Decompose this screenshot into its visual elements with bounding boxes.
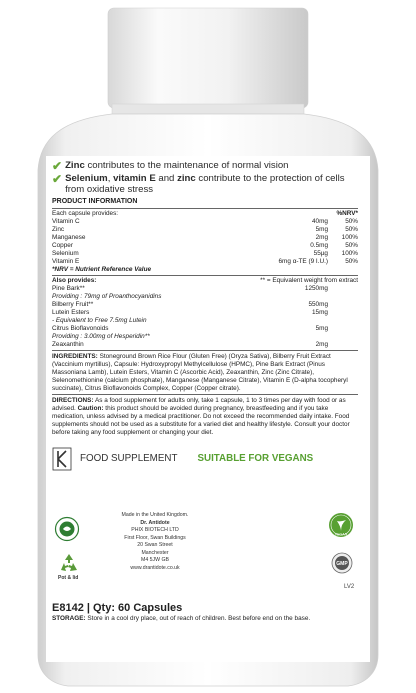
nutrient-row [52,242,358,250]
extra-note: Providing : 79mg of Proanthocyanidins [52,292,162,300]
extra-note: Providing : 3.00mg of Hesperidin** [52,332,150,340]
directions: DIRECTIONS: As a food supplement for adults only, take 1 capsule, 1 to 3 times per day with food or as advised. Caution: this product should be avoided during pregnancy, breastfeeding and if you take medication, unless advised by a medical practitioner. Do not exceed the recommended daily intake. Food supplements should not be used as a substitute for a varied diet and healthy lifestyle. Consult your doctor before taking any food supplement or changing your diet. [52,396,350,436]
nutrient-row [52,218,358,226]
nutrient-row [52,226,358,234]
manufacturer-address: Made in the United Kingdom. Dr. Antidote PHIX BIOTECH LTD First Floor, Swan Buildings 20 Swan Street Manchester M4 5JW GB www.drantidote.co.uk [121,512,189,571]
product-info-title: PRODUCT INFORMATION [52,198,138,206]
extra-amount: 550mg [308,300,328,308]
bottle-cap [108,8,308,108]
extra-amount: 15mg [312,308,328,316]
nutrient-name: Vitamin C [52,217,80,225]
pot-lid-label: Pot & lid [58,575,79,581]
extra-name: Zeaxanthin [52,340,84,348]
extra-name: Lutein Esters [52,308,90,316]
brand-logo-icon [52,447,72,471]
check-icon: ✔ [52,159,63,173]
nutrient-nrv: 50% [345,241,358,249]
extra-row [52,325,358,333]
nutrient-row [52,250,358,258]
svg-text:VEGAN: VEGAN [334,532,348,537]
nutrient-amount: 5mg [315,225,328,233]
claim-zinc-vision: ✔ Zinc contributes to the maintenance of normal vision [52,159,289,173]
nutrient-nrv: 50% [345,225,358,233]
label-content [52,160,358,658]
nutrient-name: Zinc [52,225,65,233]
nutrient-row [52,258,358,266]
svg-text:GMP: GMP [336,561,348,568]
check-icon: ✔ [52,172,63,186]
extra-name: Bilberry Fruit** [52,300,94,308]
equiv-note: ** = Equivalent weight from extract [260,276,358,284]
halal-seal-icon [54,516,80,542]
extra-row [52,309,358,317]
nutrient-name: Vitamin E [52,257,80,265]
nutrient-name: Manganese [52,233,86,241]
extra-row [52,285,358,293]
storage-info: STORAGE: Store in a cool dry place, out of reach of children. Best before end on the base. [52,615,311,622]
extras-table [52,285,358,349]
nutrient-table [52,218,358,266]
suitable-vegans-text: SUITABLE FOR VEGANS [197,452,314,464]
extra-name: Pine Bark** [52,284,85,292]
claim-oxidative-stress: ✔ Selenium, vitamin E and zinc contribute to the protection of cells from oxidative stress [52,172,345,196]
extra-row [52,341,358,349]
nrv-header: %NRV* [336,209,358,217]
nutrient-row [52,234,358,242]
extra-amount: 5mg [315,324,328,332]
also-provides-label: Also provides: [52,276,97,284]
nutrient-nrv: 100% [341,233,358,241]
ingredients: INGREDIENTS: Stoneground Brown Rice Flour (Gluten Free) (Oryza Sativa), Bilberry Fruit Extract (Vaccinium myrtillus), Capsule: Hydroxypropyl Methylcellulose (HPMC), Pine Bark Extract (Pinus Massoniana Lamb), Lutein Esters, Vitamin C (Ascorbic Acid), Zeaxanthin, Zinc (Zinc Citrate), Selenomethionine (calcium phosphate), Manganese (Manganese Citrate), Vitamin E (D-alpha tocopheryl succinate), Citrus Bioflavonoids Complex, Copper (Copper citrate). [52,352,348,392]
extra-note: - Equivalent to Free 7.5mg Lutein [52,316,147,324]
each-capsule-label: Each capsule provides: [52,209,119,217]
nutrient-amount: 0.5mg [310,241,328,249]
food-supplement-text: FOOD SUPPLEMENT [80,452,178,464]
nutrient-amount: 40mg [312,217,328,225]
nutrient-amount: 2mg [315,233,328,241]
extra-name: Citrus Bioflavonoids [52,324,109,332]
lv2-code: LV2 [344,584,355,590]
gmp-badge-icon [331,552,353,574]
extra-row [52,301,358,309]
recycle-icon [58,552,80,574]
nutrient-amount: 55µg [313,249,328,257]
nutrient-amount: 6mg α-TE (9 I.U.) [278,257,328,265]
batch-quantity-line: E8142 | Qty: 60 Capsules [52,602,183,614]
extra-amount: 1250mg [304,284,328,292]
nutrient-name: Copper [52,241,73,249]
nutrient-nrv: 50% [345,217,358,225]
nrv-note: *NRV = Nutrient Reference Value [52,265,152,273]
vegan-badge-icon [328,512,354,538]
nutrient-name: Selenium [52,249,79,257]
nutrient-nrv: 50% [345,257,358,265]
nutrient-nrv: 100% [341,249,358,257]
extra-amount: 2mg [315,340,328,348]
